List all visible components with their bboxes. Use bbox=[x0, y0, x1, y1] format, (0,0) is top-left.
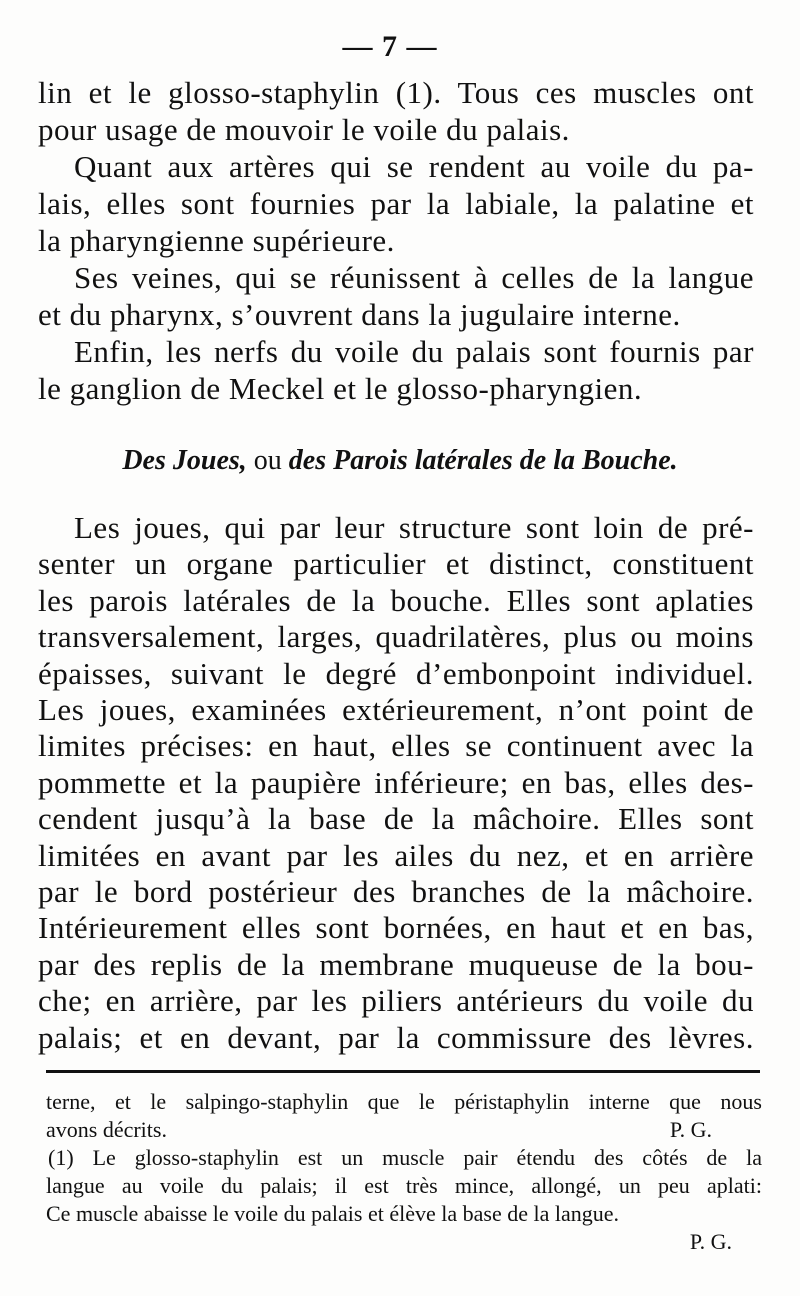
text-line: Les joues, examinées extérieurement, n’ont point de bbox=[38, 692, 754, 728]
footnotes bbox=[46, 1088, 762, 1256]
text-line: limites précises: en haut, elles se continuent avec la bbox=[38, 728, 754, 764]
section-heading-part: Des Joues, bbox=[122, 445, 247, 476]
text-line: Intérieurement elles sont bornées, en haut et en bas, bbox=[38, 910, 754, 946]
footnote-signature: P. G. bbox=[689, 1229, 732, 1254]
text-line: palais; et en devant, par la commissure des lèvres. bbox=[38, 1019, 754, 1055]
section-heading-conjunction: ou bbox=[253, 445, 282, 476]
footnote-line: (1) Le glosso-staphylin est un muscle pair étendu des côtés de la bbox=[48, 1145, 762, 1170]
text-line: Enfin, les nerfs du voile du palais sont fournis par bbox=[74, 334, 754, 369]
text-line: Quant aux artères qui se rendent au voile du pa- bbox=[74, 149, 754, 184]
text-line: les parois latérales de la bouche. Elles sont aplaties bbox=[38, 582, 754, 618]
text-line: cendent jusqu’à la base de la mâchoire. Elles sont bbox=[38, 801, 754, 837]
main-paragraph bbox=[38, 510, 754, 1056]
section-heading bbox=[0, 445, 800, 477]
page-number: — 7 — bbox=[342, 30, 438, 63]
section-heading-part: des Parois latérales de la Bouche. bbox=[288, 445, 678, 476]
text-line: lais, elles sont fournies par la labiale, la palatine et bbox=[38, 186, 754, 221]
text-line: la pharyngienne supérieure. bbox=[38, 223, 395, 258]
text-line: épaisses, suivant le degré d’embonpoint individuel. bbox=[38, 655, 754, 691]
text-line: pommette et la paupière inférieure; en bas, elles des- bbox=[38, 764, 754, 800]
footnote-line bbox=[46, 1116, 762, 1144]
text-line: Ses veines, qui se réunissent à celles de la langue bbox=[74, 260, 754, 295]
footnote-signature: P. G. bbox=[669, 1117, 712, 1142]
footnote-line: Ce muscle abaisse le voile du palais et élève la base de la langue. bbox=[46, 1201, 619, 1226]
text-line: senter un organe particulier et distinct, constituent bbox=[38, 546, 754, 582]
footnote-text: avons décrits. bbox=[46, 1117, 167, 1142]
upper-text-block bbox=[38, 74, 754, 407]
text-line: limitées en avant par les ailes du nez, et en arrière bbox=[38, 837, 754, 873]
footnote-rule bbox=[46, 1070, 760, 1073]
text-line: Les joues, qui par leur structure sont loin de pré- bbox=[74, 510, 754, 545]
footnote-line: terne, et le salpingo-staphylin que le péristaphylin interne que nous bbox=[46, 1089, 762, 1114]
text-line: che; en arrière, par les piliers antérieurs du voile du bbox=[38, 983, 754, 1019]
text-line: et du pharynx, s’ouvrent dans la jugulaire interne. bbox=[38, 297, 681, 332]
text-line: par des replis de la membrane muqueuse de la bou- bbox=[38, 946, 754, 982]
text-line: le ganglion de Meckel et le glosso-pharyngien. bbox=[38, 371, 643, 406]
text-line: pour usage de mouvoir le voile du palais. bbox=[38, 112, 570, 147]
text-line: par le bord postérieur des branches de la mâchoire. bbox=[38, 874, 754, 910]
text-line: lin et le glosso-staphylin (1). Tous ces muscles ont bbox=[38, 75, 754, 110]
footnote-line: langue au voile du palais; il est très mince, allongé, un peu aplati: bbox=[46, 1173, 762, 1198]
text-line: transversalement, larges, quadrilatères, plus ou moins bbox=[38, 619, 754, 655]
